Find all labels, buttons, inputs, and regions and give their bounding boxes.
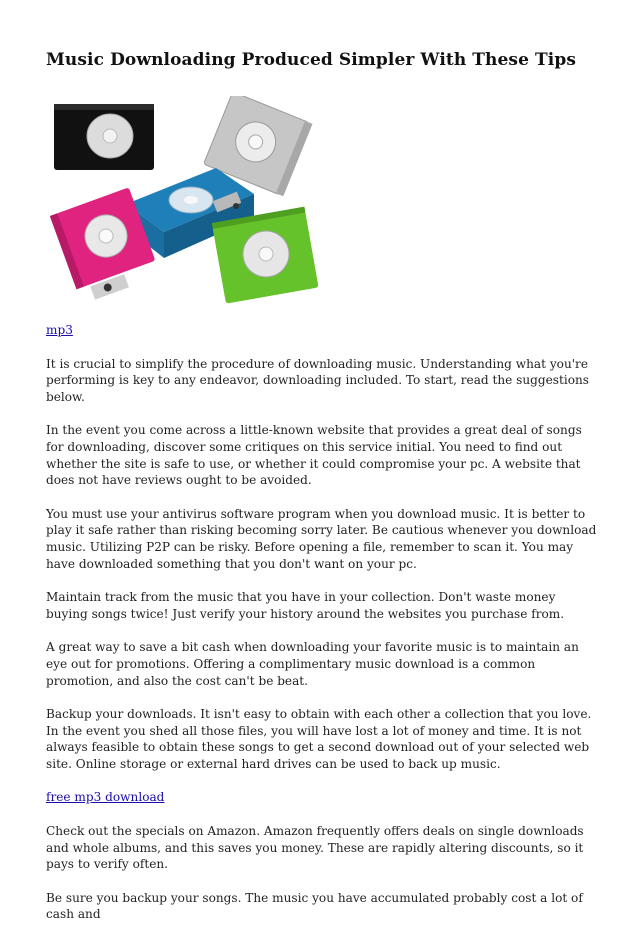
- paragraph: Be sure you backup your songs. The music you have accumulated probably cost a lot of cash and: [46, 890, 583, 922]
- green-player: [212, 207, 319, 304]
- paragraph: Backup your downloads. It isn't easy to obtain with each other a collection that you love. In the event you shed all those files, you will have lost a lot of money and time. It is not always feasible to obtain these songs to get a second download out of your selected web site. Online storage or external hard drives can be used to back up music.: [46, 707, 592, 771]
- page-title: Music Downloading Produced Simpler With These Tips: [46, 50, 577, 70]
- paragraph: A great way to save a bit cash when downloading your favorite music is to maintain an eye out for promotions. Offering a complimentary music download is a common promotion, and also the cost can't be beat.: [46, 640, 579, 688]
- mp3-players-image: [46, 96, 336, 306]
- mp3-link[interactable]: mp3: [46, 323, 73, 337]
- paragraph: Maintain track from the music that you have in your collection. Don't waste money buying songs twice! Just verify your history around the websites you purchase from.: [46, 590, 565, 621]
- paragraph: Check out the specials on Amazon. Amazon frequently offers deals on single downloads and whole albums, and this saves you money. These are rapidly altering discounts, so it pays to verify often.: [46, 824, 584, 872]
- black-player: [54, 104, 154, 170]
- paragraph: You must use your antivirus software program when you download music. It is better to play it safe rather than risking becoming sorry later. Be cautious whenever you download music. Utilizing P2P can be risky. Before opening a file, remember to scan it. You may have downloaded something that you don't want on your pc.: [46, 506, 597, 571]
- free-mp3-download-link[interactable]: free mp3 download: [46, 790, 165, 805]
- paragraph: It is crucial to simplify the procedure of downloading music. Understanding what you're performing is key to any endeavor, downloading included. To start, read the suggestions below.: [46, 356, 589, 404]
- article-body: [46, 322, 598, 940]
- paragraph: In the event you come across a little-known website that provides a great deal of songs for downloading, discover some critiques on this service initial. You need to find out whether the site is safe to use, or whether it could compromise your pc. A website that does not have reviews ought to be avoided.: [46, 423, 582, 488]
